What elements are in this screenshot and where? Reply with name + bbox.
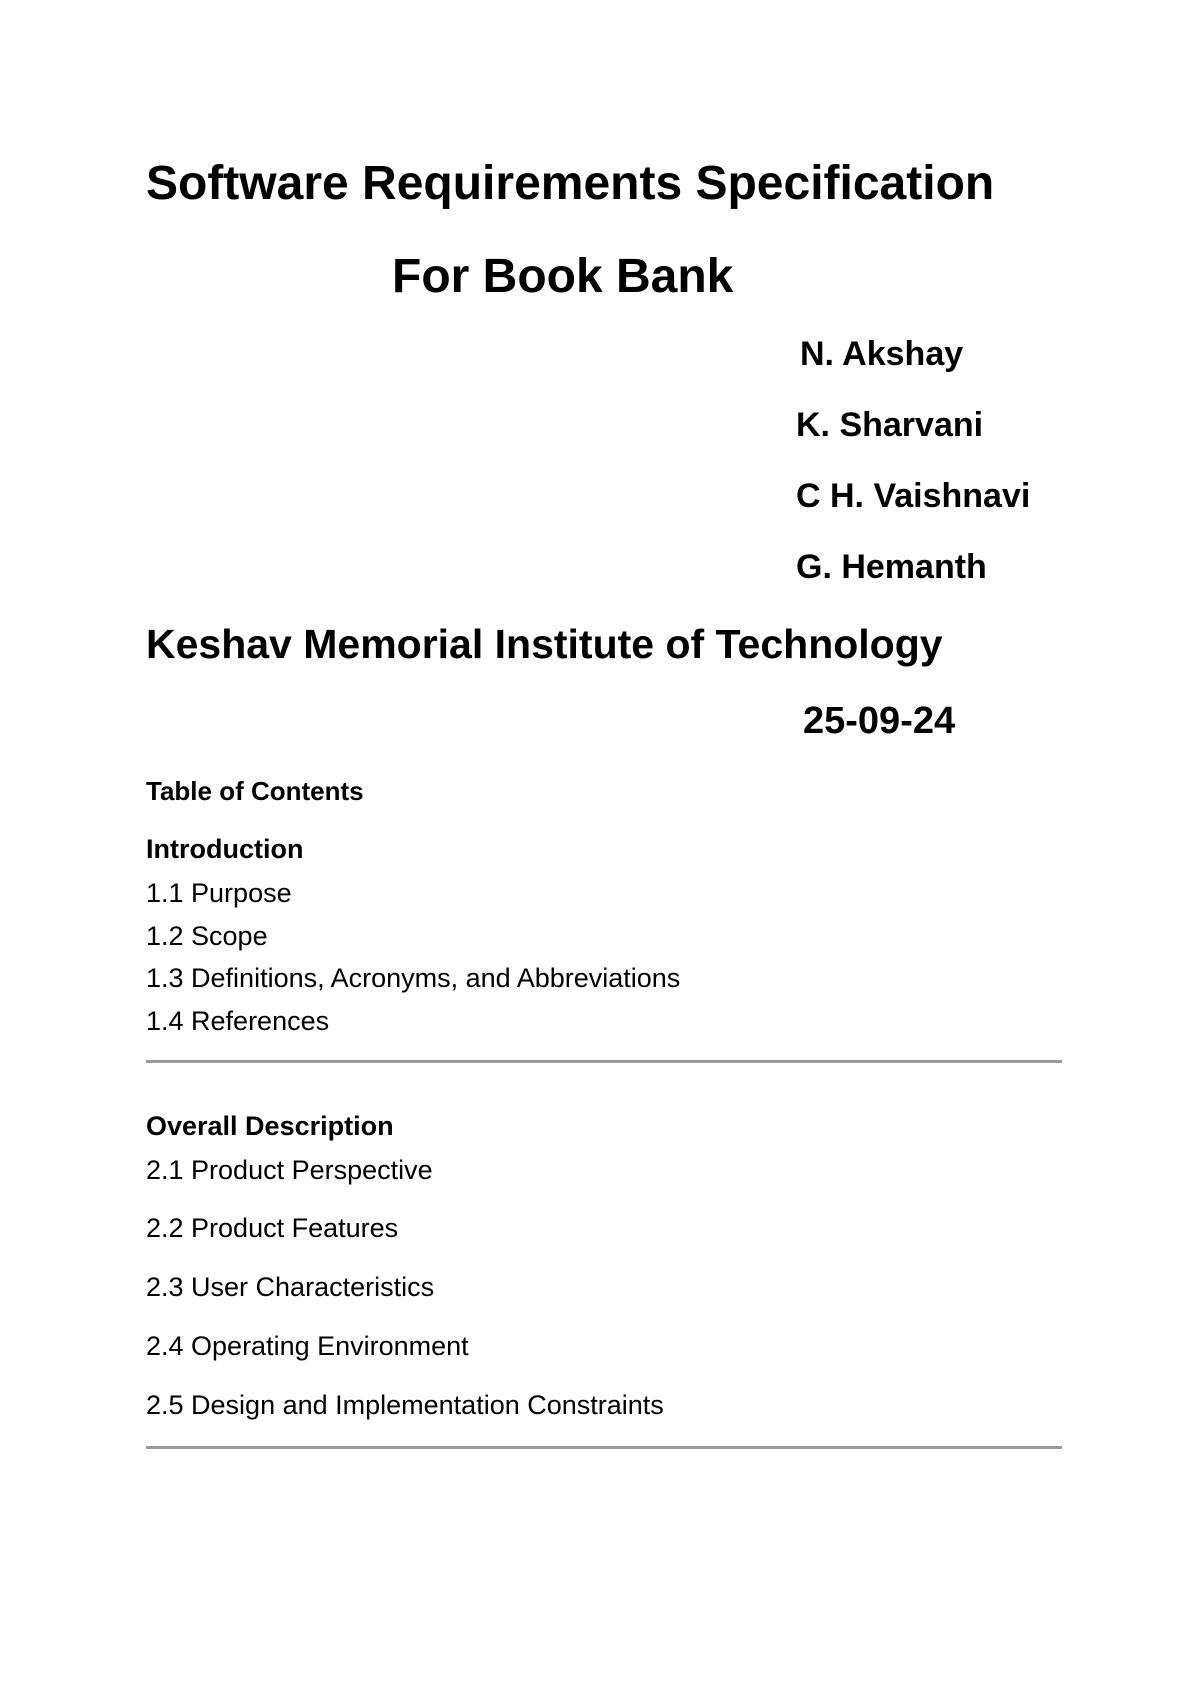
section-divider bbox=[146, 1446, 1062, 1449]
toc-item: 1.3 Definitions, Acronyms, and Abbreviations bbox=[146, 963, 681, 993]
toc-item: 2.3 User Characteristics bbox=[146, 1272, 435, 1302]
author-name: K. Sharvani bbox=[796, 406, 984, 444]
toc-section-heading: Introduction bbox=[146, 834, 304, 864]
toc-item: 2.4 Operating Environment bbox=[146, 1331, 469, 1361]
author-name: C H. Vaishnavi bbox=[796, 477, 1031, 515]
toc-item: 1.1 Purpose bbox=[146, 878, 292, 908]
institute-name: Keshav Memorial Institute of Technology bbox=[146, 621, 943, 667]
document-date: 25-09-24 bbox=[803, 700, 956, 742]
document-subtitle: For Book Bank bbox=[392, 250, 734, 303]
toc-item: 2.5 Design and Implementation Constraints bbox=[146, 1390, 664, 1420]
document-title: Software Requirements Specification bbox=[146, 157, 995, 210]
author-name: N. Akshay bbox=[800, 335, 964, 373]
toc-item: 2.1 Product Perspective bbox=[146, 1155, 433, 1185]
toc-title: Table of Contents bbox=[146, 776, 364, 806]
toc-section-heading: Overall Description bbox=[146, 1111, 394, 1141]
section-divider bbox=[146, 1060, 1062, 1063]
author-name: G. Hemanth bbox=[796, 548, 987, 586]
toc-item: 1.4 References bbox=[146, 1006, 330, 1036]
toc-item: 2.2 Product Features bbox=[146, 1213, 399, 1243]
toc-item: 1.2 Scope bbox=[146, 921, 268, 951]
